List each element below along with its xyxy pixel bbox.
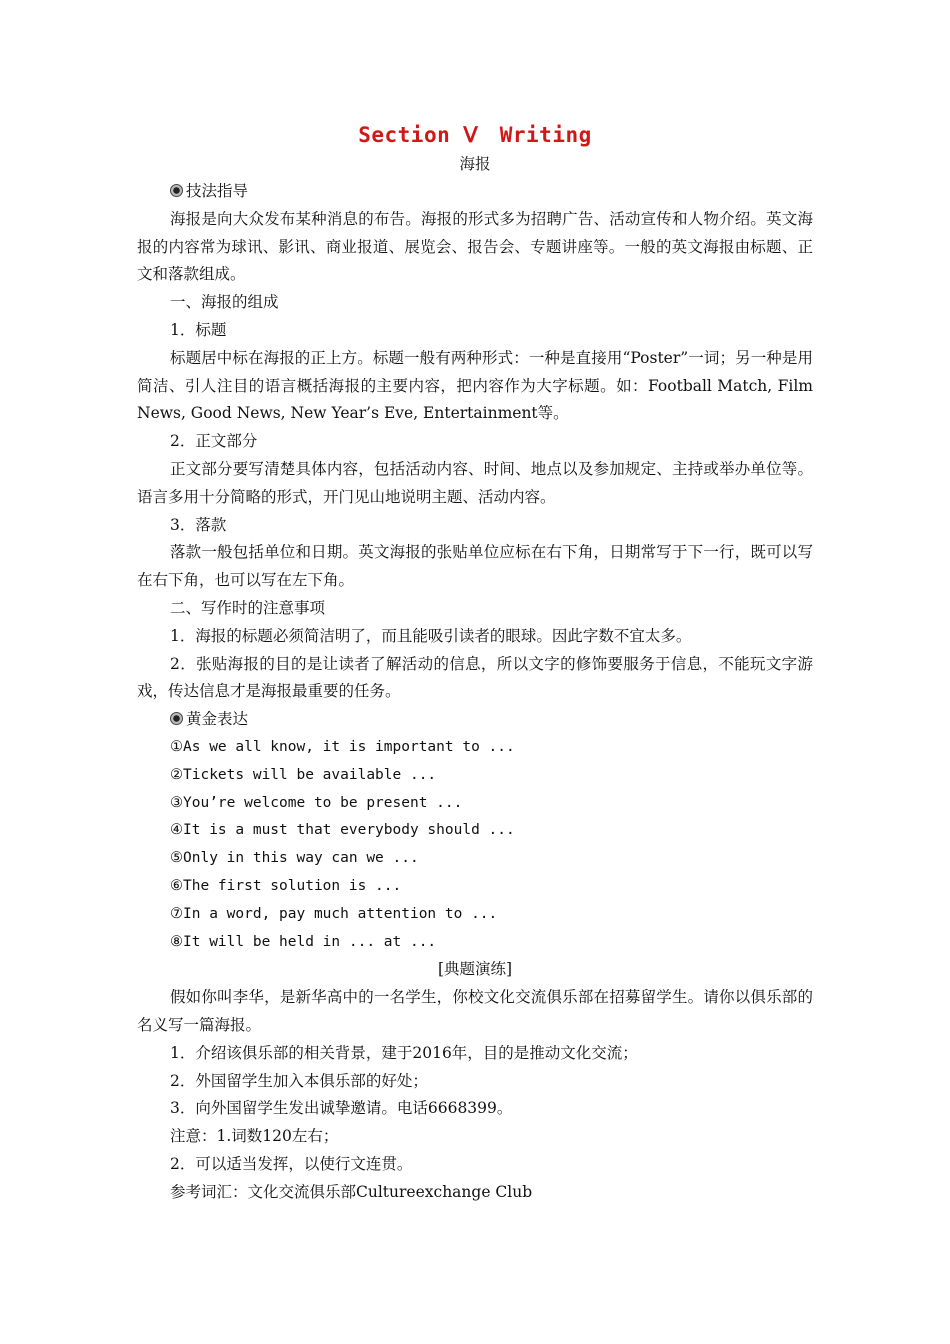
phrase-item: ①As we all know, it is important to ...	[170, 738, 515, 755]
part2-title: 二、写作时的注意事项	[170, 598, 326, 617]
phrase-item: ②Tickets will be available ...	[170, 766, 437, 783]
intro-paragraph: 海报是向大众发布某种消息的布告。海报的形式多为招聘广告、活动宣传和人物介绍。英文海报的内容常为球讯、影讯、商业报道、展览会、报告会、专题讲座等。一般的英文海报由标题、正文和落款组成。	[137, 209, 813, 284]
reference-vocab: 参考词汇：文化交流俱乐部Cultureexchange Club	[170, 1182, 533, 1201]
requirement-2: 2．外国留学生加入本俱乐部的好处；	[170, 1071, 428, 1090]
phrase-item: ⑤Only in this way can we ...	[170, 850, 419, 867]
technique-heading	[137, 178, 813, 206]
note2-paragraph: 2．张贴海报的目的是让读者了解活动的信息，所以文字的修饰要服务于信息，不能玩文字游戏，传达信息才是海报最重要的任务。	[137, 654, 813, 701]
item2-paragraph: 正文部分要写清楚具体内容，包括活动内容、时间、地点以及参加规定、主持或举办单位等。语言多用十分简略的形式，开门见山地说明主题、活动内容。	[137, 459, 813, 506]
exercise-heading: [典题演练]	[437, 960, 513, 979]
phrase-item: ⑧It will be held in ... at ...	[170, 933, 437, 950]
phrase-item: ③You’re welcome to be present ...	[170, 794, 463, 811]
item3-paragraph: 落款一般包括单位和日期。英文海报的张贴单位应标在右下角，日期常写于下一行，既可以写在右下角，也可以写在左下角。	[137, 543, 813, 590]
section-title: Section Ⅴ Writing	[358, 123, 592, 147]
golden-heading	[137, 706, 813, 734]
requirement-1: 1．介绍该俱乐部的相关背景，建于2016年，目的是推动文化交流；	[170, 1043, 638, 1062]
bullet-icon	[170, 184, 183, 197]
attention-note-1: 注意：1.词数120左右；	[170, 1127, 339, 1146]
section-subtitle: 海报	[459, 155, 491, 173]
golden-heading-text: 黄金表达	[186, 710, 249, 729]
phrase-item: ⑦In a word, pay much attention to ...	[170, 905, 498, 922]
phrase-item: ④It is a must that everybody should ...	[170, 822, 515, 839]
attention-note-2: 2．可以适当发挥，以使行文连贯。	[170, 1154, 413, 1173]
part1-title: 一、海报的组成	[170, 293, 279, 312]
item1-paragraph: 标题居中标在海报的正上方。标题一般有两种形式：一种是直接用“Poster”一词；另一种是用简洁、引人注目的语言概括海报的主要内容，把内容作为大字标题。如：Football Match, Film News, Good News, New Year’s Eve, Entertainment等。	[137, 348, 813, 423]
bullet-icon	[170, 712, 183, 725]
requirement-3: 3．向外国留学生发出诚挚邀请。电话6668399。	[170, 1099, 513, 1118]
phrase-item: ⑥The first solution is ...	[170, 877, 402, 894]
item1-title: 1．标题	[170, 320, 227, 339]
exercise-prompt: 假如你叫李华，是新华高中的一名学生，你校文化交流俱乐部在招募留学生。请你以俱乐部的名义写一篇海报。	[137, 988, 813, 1034]
note1-paragraph: 1．海报的标题必须简洁明了，而且能吸引读者的眼球。因此字数不宜太多。	[170, 626, 692, 645]
document-content	[137, 120, 813, 1206]
item3-title: 3．落款	[170, 515, 227, 534]
technique-heading-text: 技法指导	[186, 182, 249, 200]
item2-title: 2．正文部分	[170, 432, 258, 451]
